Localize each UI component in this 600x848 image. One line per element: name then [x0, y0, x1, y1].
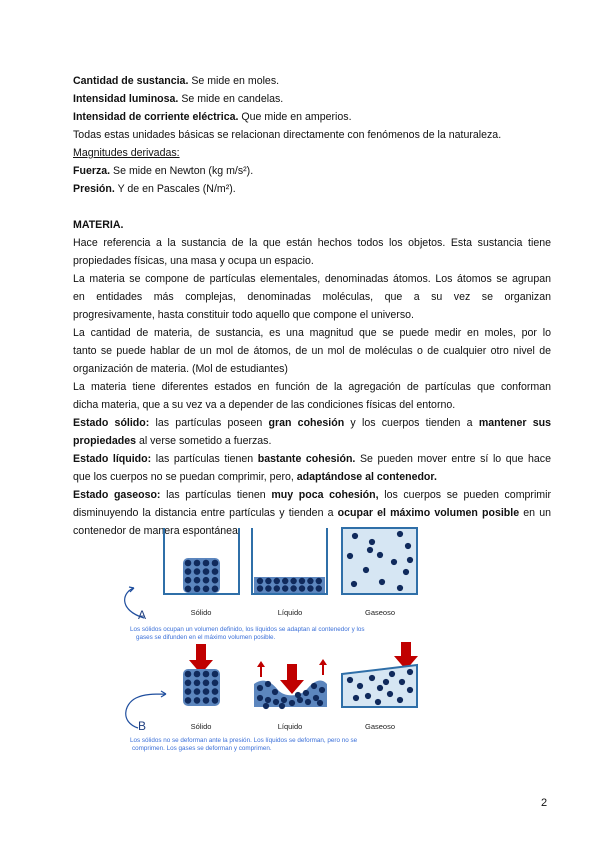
- particle: [212, 697, 219, 704]
- solido-line1: Estado sólido: las partículas poseen gran cohesión y los cuerpos tienden a mantener sus: [73, 417, 551, 429]
- p4-line1: La materia tiene diferentes estados en función de la agregación de partículas que conforman: [73, 381, 551, 393]
- particle: [399, 679, 405, 685]
- gaseoso-line2: disminuyendo la distancia entre partículas y tienden a ocupar el máximo volumen posible en un: [73, 507, 551, 519]
- particle: [299, 578, 305, 584]
- particle: [265, 697, 271, 703]
- solid-block-b: [183, 669, 220, 706]
- particle: [313, 695, 319, 701]
- particle: [272, 689, 278, 695]
- particle: [282, 578, 288, 584]
- line-cantidad: Cantidad de sustancia. Se mide en moles.: [73, 75, 280, 87]
- label-solido-b: Sólido: [190, 722, 212, 731]
- solid-container-a: [164, 528, 239, 594]
- label-liquido-b: Líquido: [277, 722, 303, 731]
- particle: [203, 688, 210, 695]
- particle: [265, 681, 271, 687]
- particle: [212, 560, 219, 567]
- particle: [257, 695, 263, 701]
- particle: [289, 700, 295, 706]
- particle: [377, 552, 383, 558]
- particle: [397, 697, 403, 703]
- line-fuerza: Fuerza. Se mide en Newton (kg m/s²).: [73, 165, 254, 177]
- particle: [353, 695, 359, 701]
- particle: [265, 585, 271, 591]
- p1-line1: Hace referencia a la sustancia de la que están hechos todos los objetos. Esta sustancia tiene: [73, 237, 551, 249]
- caption-b-line1: Los sólidos no se deforman ante la presión. Los líquidos se deforman, pero no se: [130, 737, 358, 744]
- particle: [377, 685, 383, 691]
- line-intensidad-luminosa: Intensidad luminosa. Se mide en candelas.: [73, 93, 284, 105]
- particle: [203, 680, 210, 687]
- particle: [194, 568, 201, 575]
- particle: [407, 557, 413, 563]
- particle: [185, 671, 192, 678]
- rise-arrow-left-icon: [257, 661, 265, 677]
- particle: [403, 569, 409, 575]
- particle: [369, 539, 375, 545]
- particle: [185, 680, 192, 687]
- line-presion: Presión. Y de en Pascales (N/m²).: [73, 183, 236, 195]
- particle: [273, 699, 279, 705]
- particle: [212, 688, 219, 695]
- particle: [185, 560, 192, 567]
- label-solido-a: Sólido: [190, 608, 212, 617]
- particle: [185, 586, 192, 593]
- particle: [194, 586, 201, 593]
- p2-line3: progresivamente, hasta constituir todo aquello que compone el universo.: [73, 309, 414, 321]
- particle: [407, 687, 413, 693]
- gas-container-a: [342, 528, 417, 594]
- particle: [316, 585, 322, 591]
- particle: [194, 671, 201, 678]
- magnitudes-derivadas-heading: Magnitudes derivadas:: [73, 147, 180, 159]
- p2-line1: La materia se compone de partículas elementales, denominadas átomos. Los átomos se agrupan: [73, 273, 551, 285]
- label-gaseoso-b: Gaseoso: [364, 722, 396, 731]
- particle: [317, 700, 323, 706]
- letter-b: B: [138, 719, 147, 733]
- particle: [290, 585, 296, 591]
- caption-a-line2: gases se difunden en el máximo volumen posible.: [136, 634, 276, 641]
- particle: [212, 577, 219, 584]
- pressure-arrow-liquid-icon: [280, 664, 304, 694]
- particle: [203, 577, 210, 584]
- p2-line2: en entidades más complejas, denominadas moléculas, que a su vez se organizan: [73, 291, 551, 303]
- particle: [307, 578, 313, 584]
- liquid-container-a: [252, 528, 327, 594]
- caption-b-line2: comprimen. Los gases se deforman y comprimen.: [132, 745, 272, 752]
- particle: [391, 559, 397, 565]
- particle: [212, 586, 219, 593]
- units-list: [73, 72, 551, 540]
- particle: [352, 533, 358, 539]
- particle: [194, 697, 201, 704]
- liquido-line2: que los cuerpos no se puedan comprimir, pero, adaptándose al contenedor.: [73, 471, 437, 483]
- particle: [203, 560, 210, 567]
- particle: [290, 578, 296, 584]
- caption-a-line1: Los sólidos ocupan un volumen definido, los líquidos se adaptan al contenedor y los: [130, 626, 365, 633]
- particle: [194, 680, 201, 687]
- particle: [212, 568, 219, 575]
- particle: [203, 671, 210, 678]
- particle: [203, 697, 210, 704]
- particle: [257, 585, 263, 591]
- particle: [367, 547, 373, 553]
- particle: [274, 578, 280, 584]
- particle: [299, 585, 305, 591]
- particle: [347, 553, 353, 559]
- particle: [185, 688, 192, 695]
- particle: [263, 703, 269, 709]
- p3-line3: organización de materia. (Mol de estudiantes): [73, 363, 288, 375]
- states-of-matter-figure: [110, 522, 445, 767]
- particle: [303, 690, 309, 696]
- label-liquido-a: Líquido: [277, 608, 303, 617]
- particle: [375, 699, 381, 705]
- particle: [212, 680, 219, 687]
- particle: [357, 683, 363, 689]
- line-corriente: Intensidad de corriente eléctrica. Que mide en amperios.: [73, 111, 352, 123]
- particle: [265, 578, 271, 584]
- gas-container-b: [342, 665, 417, 707]
- p1-line2: propiedades físicas, una masa y ocupa un espacio.: [73, 255, 314, 267]
- materia-heading: MATERIA.: [73, 219, 124, 231]
- particle: [194, 688, 201, 695]
- particle: [347, 677, 353, 683]
- gaseoso-line3: contenedor de manera espontánea: [73, 525, 238, 537]
- particle: [407, 669, 413, 675]
- particle: [305, 699, 311, 705]
- particle: [307, 585, 313, 591]
- particle: [257, 578, 263, 584]
- particle: [319, 687, 325, 693]
- particle: [365, 693, 371, 699]
- rise-arrow-right-icon: [319, 659, 327, 675]
- particle: [295, 692, 301, 698]
- letter-a: A: [138, 608, 147, 622]
- particle: [379, 579, 385, 585]
- particle: [274, 585, 280, 591]
- particle: [363, 567, 369, 573]
- particle: [257, 685, 263, 691]
- p3-line2: tanto se puede hablar de un mol de átomos, de un mol de moléculas o de cualquier otro nivel de: [73, 345, 551, 357]
- particle: [369, 675, 375, 681]
- p4-line2: dicha materia, que a su vez va a depender de las condiciones físicas del entorno.: [73, 399, 456, 411]
- particle: [185, 568, 192, 575]
- particle: [279, 703, 285, 709]
- particle: [311, 683, 317, 689]
- line-resumen: Todas estas unidades básicas se relacionan directamente con fenómenos de la naturaleza.: [73, 129, 502, 141]
- particle: [212, 671, 219, 678]
- particle: [185, 577, 192, 584]
- particle: [351, 581, 357, 587]
- particle: [281, 697, 287, 703]
- particle: [203, 586, 210, 593]
- particle: [389, 671, 395, 677]
- p3-line1: La cantidad de materia, de sustancia, es una magnitud que se puede medir en moles, por lo: [73, 327, 551, 339]
- particle: [383, 679, 389, 685]
- particle: [185, 697, 192, 704]
- solido-line2: propiedades al verse sometido a fuerzas.: [73, 435, 272, 447]
- particle: [387, 691, 393, 697]
- particle: [316, 578, 322, 584]
- gaseoso-line1: Estado gaseoso: las partículas tienen muy poca cohesión, los cuerpos se pueden comprimir: [73, 489, 552, 501]
- page-number: 2: [541, 797, 548, 809]
- particle: [397, 585, 403, 591]
- label-gaseoso-a: Gaseoso: [364, 608, 396, 617]
- particle: [194, 560, 201, 567]
- liquido-line1: Estado líquido: las partículas tienen bastante cohesión. Se pueden mover entre sí lo que hace: [73, 453, 551, 465]
- particle: [282, 585, 288, 591]
- particle: [194, 577, 201, 584]
- particle: [405, 543, 411, 549]
- particle: [203, 568, 210, 575]
- particle: [397, 531, 403, 537]
